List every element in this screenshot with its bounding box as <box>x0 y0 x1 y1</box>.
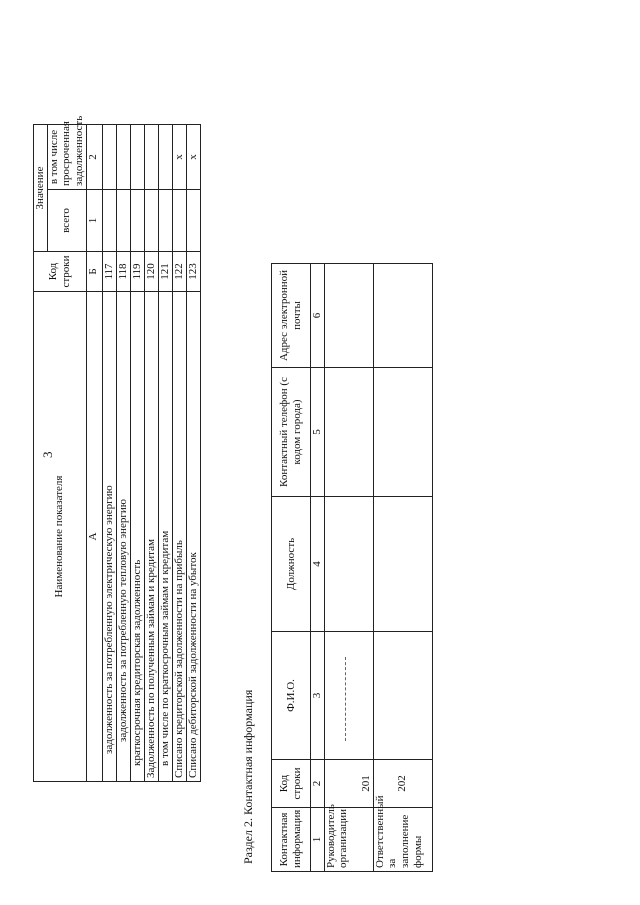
table-row <box>130 124 144 781</box>
fio-cell[interactable] <box>324 632 373 760</box>
indicator-name: Списано кредиторской задолженности на прибыль <box>172 292 186 782</box>
value-overdue[interactable] <box>102 124 116 189</box>
email-cell[interactable] <box>373 264 432 368</box>
section-2-title: Раздел 2. Контактная информация <box>241 689 255 864</box>
header-value: Значение <box>34 124 48 251</box>
header-fio: Ф.И.О. <box>272 632 311 760</box>
email-cell[interactable] <box>324 264 373 368</box>
value-overdue[interactable] <box>130 124 144 189</box>
letter-name: А <box>86 292 102 782</box>
indicator-name: задолженность за потребленную электрическую энергию <box>102 292 116 782</box>
value-total[interactable] <box>130 190 144 252</box>
table-row <box>158 124 172 781</box>
indicator-code: 120 <box>144 252 158 292</box>
header-position: Должность <box>272 497 311 632</box>
indicator-code: 122 <box>172 252 186 292</box>
indicator-code: 121 <box>158 252 172 292</box>
col-number: 2 <box>311 760 325 808</box>
table-row <box>102 124 116 781</box>
page-number: 3 <box>40 451 55 458</box>
position-cell[interactable] <box>373 497 432 632</box>
indicator-code: 117 <box>102 252 116 292</box>
table-row <box>116 124 130 781</box>
phone-cell[interactable] <box>324 368 373 497</box>
contact-label: Ответственный за заполнение формы <box>373 808 432 872</box>
contact-label: Руководитель организации <box>324 808 373 872</box>
col-number: 3 <box>311 632 325 760</box>
indicator-code: 123 <box>186 252 200 292</box>
col-number: 5 <box>311 368 325 497</box>
value-overdue[interactable]: x <box>186 124 200 189</box>
indicators-table <box>33 115 201 782</box>
header-total: всего <box>47 190 86 252</box>
indicator-name: краткосрочная кредиторская задолженность <box>130 292 144 782</box>
header-code: Код строки <box>272 760 311 808</box>
value-total[interactable] <box>186 190 200 252</box>
header-code: Код строки <box>34 252 87 292</box>
phone-cell[interactable] <box>373 368 432 497</box>
indicator-name: задолженность за потребленную тепловую энергию <box>116 292 130 782</box>
table-row <box>144 124 158 781</box>
value-total[interactable] <box>116 190 130 252</box>
fio-cell[interactable] <box>373 632 432 760</box>
col-number: 6 <box>311 264 325 368</box>
table-row <box>172 124 186 781</box>
header-contact: Контактная информация <box>272 808 311 872</box>
value-total[interactable] <box>172 190 186 252</box>
contact-code: 202 <box>373 760 432 808</box>
value-overdue[interactable] <box>116 124 130 189</box>
value-overdue[interactable] <box>144 124 158 189</box>
col-number: 1 <box>311 808 325 872</box>
value-total[interactable] <box>144 190 158 252</box>
header-email: Адрес электронной почты <box>272 264 311 368</box>
value-total[interactable] <box>102 190 116 252</box>
header-name: Наименование показателя <box>34 292 87 782</box>
position-cell[interactable] <box>324 497 373 632</box>
table-row <box>186 124 200 781</box>
letter-code: Б <box>86 252 102 292</box>
value-overdue[interactable]: x <box>172 124 186 189</box>
col-number: 4 <box>311 497 325 632</box>
indicator-name: Списано дебиторской задолженности на убыток <box>186 292 200 782</box>
indicator-name: в том числе по краткосрочным займам и кредитам <box>158 292 172 782</box>
indicator-code: 119 <box>130 252 144 292</box>
contact-info-table <box>271 263 433 872</box>
fill-line <box>345 657 346 742</box>
header-overdue: в том числе просроченная задолженность <box>47 124 86 189</box>
header-phone: Контактный телефон (с кодом города) <box>272 368 311 497</box>
value-overdue[interactable] <box>158 124 172 189</box>
value-total[interactable] <box>158 190 172 252</box>
contact-code: 201 <box>324 760 373 808</box>
indicator-name: Задолженность по полученным займам и кредитам <box>144 292 158 782</box>
letter-overdue: 2 <box>86 124 102 189</box>
letter-total: 1 <box>86 190 102 252</box>
indicator-code: 118 <box>116 252 130 292</box>
